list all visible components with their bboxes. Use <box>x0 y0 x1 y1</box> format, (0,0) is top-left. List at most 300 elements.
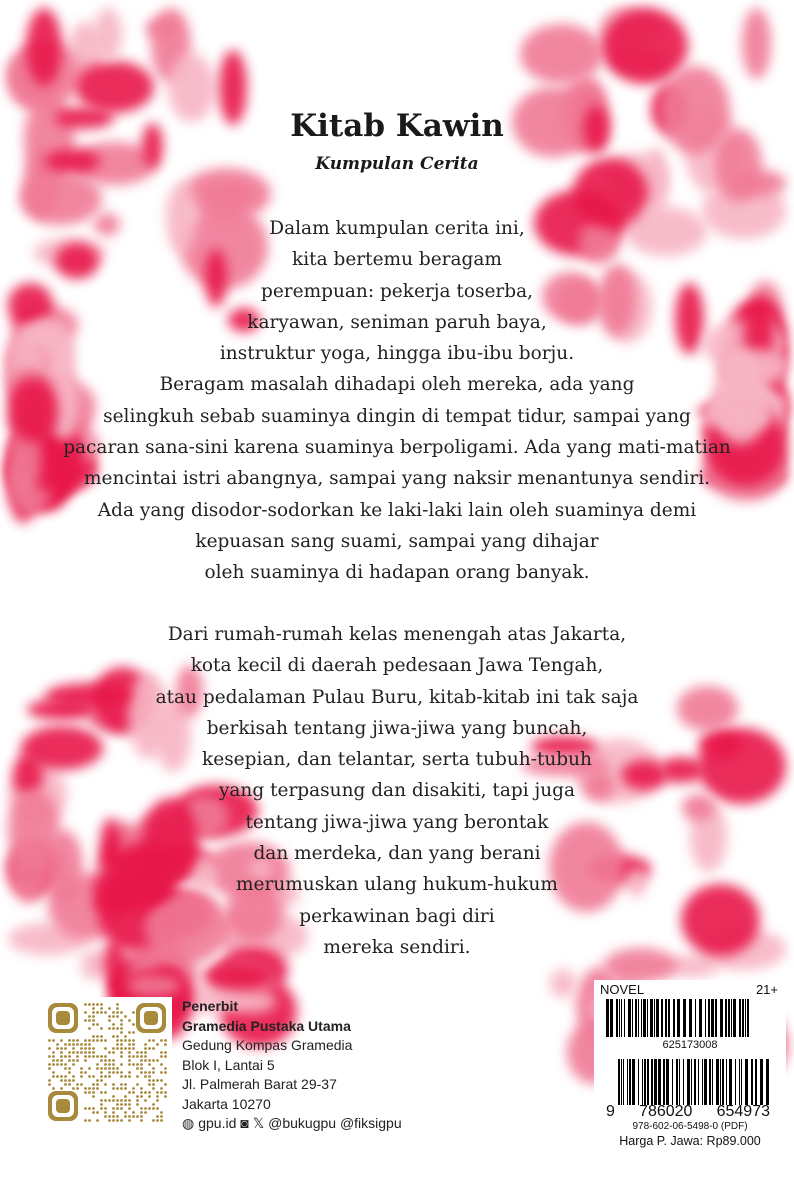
qr-dot <box>160 1087 163 1090</box>
qr-dot <box>92 1003 95 1006</box>
qr-dot <box>136 1067 139 1070</box>
category: NOVEL <box>600 982 645 997</box>
qr-dot <box>152 1103 155 1106</box>
barcode-bar <box>689 999 692 1037</box>
qr-dot <box>120 1019 123 1022</box>
qr-dot <box>132 1063 135 1066</box>
qr-dot <box>160 1063 163 1066</box>
qr-dot <box>120 1075 123 1078</box>
blurb-line: kepuasan sang suami, sampai yang dihajar <box>195 530 599 552</box>
qr-dot <box>56 1047 59 1050</box>
qr-dot <box>144 1055 147 1058</box>
barcode-bar <box>698 1059 699 1105</box>
qr-dot <box>132 1031 135 1034</box>
qr-dot <box>112 1083 115 1086</box>
qr-dot <box>104 1067 107 1070</box>
blurb-line: Ada yang disodor-sodorkan ke laki-laki lain oleh suaminya demi <box>97 499 697 521</box>
qr-dot <box>152 1083 155 1086</box>
x-icon: 𝕏 <box>252 1115 265 1131</box>
qr-dot <box>152 1047 155 1050</box>
qr-dot <box>144 1107 147 1110</box>
barcode-bar <box>699 999 702 1037</box>
isbn-text: 978-602-06-5498-0 (PDF) <box>632 1121 748 1132</box>
qr-dot <box>132 1111 135 1114</box>
qr-dot <box>80 1067 83 1070</box>
qr-dot <box>48 1067 51 1070</box>
blurb-line: karyawan, seniman paruh baya, <box>247 311 547 333</box>
blurb-paragraph-2 <box>0 619 794 963</box>
barcode-bar <box>751 1059 753 1105</box>
qr-dot <box>104 1083 107 1086</box>
barcode-bar <box>663 1059 665 1105</box>
barcode-bar <box>658 1059 661 1105</box>
barcode-bar <box>728 999 730 1037</box>
qr-dot <box>116 1015 119 1018</box>
qr-dot <box>116 1043 119 1046</box>
blurb-line: kota kecil di daerah pedesaan Jawa Tengah, <box>190 655 604 677</box>
qr-dot <box>80 1083 83 1086</box>
barcode-bar <box>654 1059 657 1105</box>
qr-dot <box>128 1047 131 1050</box>
barcode-bar <box>623 1059 624 1105</box>
barcode-bar <box>618 1059 620 1105</box>
qr-dot <box>124 1047 127 1050</box>
qr-dot <box>92 1075 95 1078</box>
qr-dot <box>64 1047 67 1050</box>
barcode-bar <box>683 1059 684 1105</box>
website-link[interactable]: gpu.id <box>198 1115 237 1131</box>
ink-blot <box>520 24 603 84</box>
blurb-line: oleh suaminya di hadapan orang banyak. <box>204 562 590 584</box>
qr-dot <box>104 1011 107 1014</box>
qr-dot <box>84 1087 87 1090</box>
qr-dot <box>64 1055 67 1058</box>
qr-dot <box>72 1075 75 1078</box>
qr-dot <box>152 1107 155 1110</box>
barcode-bar <box>725 999 727 1037</box>
qr-dot <box>152 1071 155 1074</box>
qr-dot <box>52 1071 55 1074</box>
qr-dot <box>100 1075 103 1078</box>
qr-dot <box>76 1055 79 1058</box>
qr-dot <box>164 1055 167 1058</box>
instagram-icon: ◙ <box>240 1115 249 1131</box>
barcode-bar <box>632 1059 635 1105</box>
qr-dot <box>116 1047 119 1050</box>
qr-dot <box>48 1039 51 1042</box>
barcode-bar <box>628 999 631 1037</box>
blurb-line: Dari rumah-rumah kelas menengah atas Jakarta, <box>167 624 627 645</box>
qr-dot <box>88 1067 91 1070</box>
qr-dot <box>164 1067 167 1070</box>
qr-dot <box>124 1115 127 1118</box>
barcode-bar <box>647 999 648 1037</box>
qr-dot <box>164 1039 167 1042</box>
qr-dot <box>116 1087 119 1090</box>
qr-dot <box>124 1103 127 1106</box>
book-subtitle: Kumpulan Cerita <box>315 154 479 174</box>
barcode-bar <box>733 999 736 1037</box>
qr-dot <box>100 1067 103 1070</box>
qr-dot <box>84 1051 87 1054</box>
qr-dot <box>140 1107 143 1110</box>
isbn-digit-group: 9 <box>606 1103 615 1120</box>
qr-dot <box>60 1075 63 1078</box>
barcode-bar <box>716 1059 719 1105</box>
qr-dot <box>92 1095 95 1098</box>
qr-dot <box>52 1039 55 1042</box>
qr-dot <box>52 1087 55 1090</box>
barcode-bar <box>742 999 744 1037</box>
barcode-bar <box>739 1059 740 1105</box>
qr-dot <box>136 1103 139 1106</box>
qr-dot <box>164 1091 167 1094</box>
qr-dot <box>116 1007 119 1010</box>
qr-dot <box>104 1039 107 1042</box>
blurb-line: mencintai istri abangnya, sampai yang naksir menantunya sendiri. <box>83 468 711 490</box>
qr-dot <box>92 1039 95 1042</box>
qr-dot <box>100 1079 103 1082</box>
qr-dot <box>60 1079 63 1082</box>
address-line: Gedung Kompas Gramedia <box>182 1037 353 1053</box>
qr-finder <box>56 1099 70 1113</box>
qr-dot <box>92 1007 95 1010</box>
qr-dot <box>112 1023 115 1026</box>
qr-dot <box>100 1091 103 1094</box>
qr-dot <box>156 1079 159 1082</box>
qr-dot <box>104 1099 107 1102</box>
qr-dot <box>120 1039 123 1042</box>
qr-dot <box>68 1051 71 1054</box>
qr-dot <box>160 1119 163 1122</box>
qr-dot <box>116 1003 119 1006</box>
barcode-bar <box>629 1059 631 1105</box>
qr-dot <box>112 1119 115 1122</box>
qr-dot <box>88 1107 91 1110</box>
qr-dot <box>144 1071 147 1074</box>
qr-dot <box>120 1023 123 1026</box>
qr-dot <box>92 1055 95 1058</box>
qr-dot <box>128 1051 131 1054</box>
blurb-line: yang terpasung dan disakiti, tapi juga <box>218 780 576 802</box>
barcode-bar <box>755 1059 757 1105</box>
blurb-line: Beragam masalah dihadapi oleh mereka, ada yang <box>159 374 635 396</box>
qr-dot <box>96 1111 99 1114</box>
qr-dot <box>160 1111 163 1114</box>
qr-dot <box>88 1087 91 1090</box>
qr-dot <box>84 1055 87 1058</box>
qr-dot <box>140 1071 143 1074</box>
ink-blot <box>26 8 62 86</box>
qr-dot <box>164 1043 167 1046</box>
blurb-line: kesepian, dan telantar, serta tubuh-tubuh <box>202 749 592 771</box>
qr-dot <box>140 1059 143 1062</box>
qr-dot <box>68 1059 71 1062</box>
qr-dot <box>104 1055 107 1058</box>
qr-dot <box>152 1087 155 1090</box>
qr-dot <box>60 1047 63 1050</box>
qr-dot <box>64 1083 67 1086</box>
qr-dot <box>96 1035 99 1038</box>
qr-dot <box>72 1047 75 1050</box>
qr-dot <box>68 1071 71 1074</box>
qr-dot <box>148 1095 151 1098</box>
qr-dot <box>84 1019 87 1022</box>
qr-dot <box>72 1051 75 1054</box>
qr-dot <box>68 1055 71 1058</box>
barcode-bar <box>739 999 741 1037</box>
barcode-bar <box>704 1059 707 1105</box>
barcode-bar <box>687 1059 690 1105</box>
qr-dot <box>112 1051 115 1054</box>
qr-finder <box>144 1011 158 1025</box>
barcode-bar <box>722 1059 724 1105</box>
qr-dot <box>116 1011 119 1014</box>
qr-dot <box>140 1087 143 1090</box>
qr-dot <box>128 1075 131 1078</box>
qr-dot <box>68 1079 71 1082</box>
qr-dot <box>96 1087 99 1090</box>
qr-dot <box>96 1067 99 1070</box>
qr-dot <box>160 1115 163 1118</box>
qr-dot <box>112 1115 115 1118</box>
qr-dot <box>116 1107 119 1110</box>
qr-dot <box>88 1075 91 1078</box>
qr-dot <box>144 1059 147 1062</box>
qr-dot <box>160 1079 163 1082</box>
qr-dot <box>148 1047 151 1050</box>
ink-blot <box>94 8 122 61</box>
qr-dot <box>124 1095 127 1098</box>
qr-dot <box>112 1027 115 1030</box>
qr-dot <box>88 1119 91 1122</box>
address-line: Jakarta 10270 <box>182 1095 271 1112</box>
qr-dot <box>140 1111 143 1114</box>
qr-dot <box>64 1063 67 1066</box>
qr-dot <box>68 1083 71 1086</box>
qr-dot <box>60 1087 63 1090</box>
publisher-label: Penerbit <box>182 998 239 1014</box>
barcode-bar <box>661 999 663 1037</box>
barcode-bar <box>621 1059 622 1105</box>
barcode-bar <box>668 999 670 1037</box>
qr-dot <box>84 1091 87 1094</box>
qr-dot <box>96 1119 99 1122</box>
qr-dot <box>56 1059 59 1062</box>
blurb-line: pacaran sana-sini karena suaminya berpoligami. Ada yang mati-matian <box>63 437 731 459</box>
qr-dot <box>84 1003 87 1006</box>
qr-dot <box>92 1019 95 1022</box>
book-title: Kitab Kawin <box>290 108 504 144</box>
barcode-bar <box>654 999 655 1037</box>
qr-dot <box>144 1047 147 1050</box>
qr-dot <box>76 1039 79 1042</box>
qr-dot <box>112 1099 115 1102</box>
qr-dot <box>136 1083 139 1086</box>
qr-dot <box>92 1091 95 1094</box>
qr-dot <box>120 1099 123 1102</box>
qr-dot <box>88 1039 91 1042</box>
barcode-bar <box>709 1059 711 1105</box>
qr-dot <box>120 1043 123 1046</box>
qr-dot <box>120 1071 123 1074</box>
barcode-bar <box>638 999 639 1037</box>
qr-code[interactable] <box>42 997 172 1127</box>
qr-dot <box>104 1059 107 1062</box>
qr-dot <box>120 1083 123 1086</box>
barcode-bar <box>729 1059 732 1105</box>
qr-dot <box>84 1039 87 1042</box>
qr-dot <box>112 1067 115 1070</box>
barcode-bar <box>745 999 746 1037</box>
qr-dot <box>92 1107 95 1110</box>
qr-dot <box>68 1039 71 1042</box>
qr-dot <box>132 1011 135 1014</box>
qr-dot <box>76 1083 79 1086</box>
qr-dot <box>88 1091 91 1094</box>
qr-dot <box>136 1075 139 1078</box>
price: Harga P. Jawa: Rp89.000 <box>619 1134 761 1148</box>
ink-blot <box>550 969 577 998</box>
qr-dot <box>84 1043 87 1046</box>
qr-dot <box>136 1099 139 1102</box>
social-handles[interactable]: @bukugpu @fiksigpu <box>268 1115 402 1131</box>
blurb-line: instruktur yoga, hingga ibu-ibu borju. <box>219 343 575 365</box>
qr-dot <box>92 1111 95 1114</box>
qr-dot <box>124 1087 127 1090</box>
qr-dot <box>104 1111 107 1114</box>
qr-dot <box>92 1087 95 1090</box>
qr-dot <box>80 1075 83 1078</box>
barcode-bar <box>766 1059 769 1105</box>
qr-dot <box>100 1007 103 1010</box>
blurb-paragraph-1 <box>0 213 794 589</box>
qr-dot <box>76 1051 79 1054</box>
qr-dot <box>120 1027 123 1030</box>
qr-dot <box>96 1079 99 1082</box>
qr-dot <box>100 1003 103 1006</box>
qr-dot <box>120 1055 123 1058</box>
barcode-bar <box>644 1059 646 1105</box>
qr-dot <box>152 1059 155 1062</box>
blurb-line: kita bertemu beragam <box>292 249 502 271</box>
qr-dot <box>108 1063 111 1066</box>
qr-dot <box>128 1055 131 1058</box>
qr-dot <box>156 1095 159 1098</box>
qr-dot <box>72 1079 75 1082</box>
qr-dot <box>148 1091 151 1094</box>
barcode-bar <box>683 999 686 1037</box>
qr-dot <box>108 1015 111 1018</box>
qr-dot <box>160 1071 163 1074</box>
qr-dot <box>124 1015 127 1018</box>
qr-dot <box>84 1059 87 1062</box>
barcode-bar <box>606 999 609 1037</box>
qr-dot <box>108 1115 111 1118</box>
isbn-digit-group: 786020 <box>639 1103 693 1120</box>
qr-dot <box>132 1115 135 1118</box>
qr-dot <box>148 1059 151 1062</box>
qr-dot <box>116 1035 119 1038</box>
qr-dot <box>128 1115 131 1118</box>
qr-dot <box>136 1095 139 1098</box>
qr-dot <box>100 1099 103 1102</box>
qr-dot <box>124 1083 127 1086</box>
qr-dot <box>104 1075 107 1078</box>
qr-dot <box>128 1063 131 1066</box>
qr-dot <box>108 1071 111 1074</box>
qr-dot <box>96 1083 99 1086</box>
qr-dot <box>60 1055 63 1058</box>
blurb-line: tentang jiwa-jiwa yang berontak <box>245 811 549 833</box>
qr-dot <box>144 1075 147 1078</box>
blurb-line: selingkuh sebab suaminya dingin di tempat tidur, sampai yang <box>103 405 691 427</box>
qr-dot <box>104 1115 107 1118</box>
qr-dot <box>120 1119 123 1122</box>
blurb-line: dan merdeka, dan yang berani <box>253 843 541 865</box>
barcode-bar <box>624 999 625 1037</box>
qr-dot <box>88 1019 91 1022</box>
qr-dot <box>124 1111 127 1114</box>
qr-dot <box>112 1011 115 1014</box>
qr-dot <box>156 1115 159 1118</box>
blurb-line: Dalam kumpulan cerita ini, <box>269 218 525 239</box>
qr-dot <box>48 1083 51 1086</box>
blurb-line: mereka sendiri. <box>323 936 471 958</box>
qr-dot <box>72 1087 75 1090</box>
qr-dot <box>108 1019 111 1022</box>
qr-dot <box>116 1039 119 1042</box>
qr-dot <box>96 1055 99 1058</box>
barcode-bar <box>651 1059 653 1105</box>
qr-dot <box>120 1047 123 1050</box>
qr-dot <box>108 1007 111 1010</box>
qr-dot <box>120 1063 123 1066</box>
qr-dot <box>100 1035 103 1038</box>
qr-dot <box>132 1039 135 1042</box>
qr-dot <box>48 1047 51 1050</box>
qr-dot <box>112 1015 115 1018</box>
barcode-bar <box>691 1059 692 1105</box>
publisher-name: Gramedia Pustaka Utama <box>182 1017 351 1034</box>
qr-dot <box>124 1039 127 1042</box>
qr-dot <box>132 1047 135 1050</box>
qr-dot <box>148 1083 151 1086</box>
qr-dot <box>156 1059 159 1062</box>
qr-dot <box>52 1059 55 1062</box>
qr-dot <box>116 1103 119 1106</box>
qr-dot <box>112 1107 115 1110</box>
qr-dot <box>96 1063 99 1066</box>
qr-dot <box>60 1039 63 1042</box>
qr-dot <box>88 1003 91 1006</box>
qr-dot <box>96 1003 99 1006</box>
qr-dot <box>52 1063 55 1066</box>
barcode-bar <box>665 999 667 1037</box>
qr-finder <box>56 1011 70 1025</box>
barcode-bar <box>610 999 613 1037</box>
globe-icon: ◍ <box>182 1115 195 1131</box>
barcode-bar <box>731 999 732 1037</box>
barcode-bar <box>619 999 620 1037</box>
qr-dot <box>100 1107 103 1110</box>
barcode-bar <box>702 1059 703 1105</box>
qr-dot <box>160 1055 163 1058</box>
qr-dot <box>88 1051 91 1054</box>
ink-blot <box>127 975 181 996</box>
qr-dot <box>92 1047 95 1050</box>
qr-dot <box>84 1107 87 1110</box>
